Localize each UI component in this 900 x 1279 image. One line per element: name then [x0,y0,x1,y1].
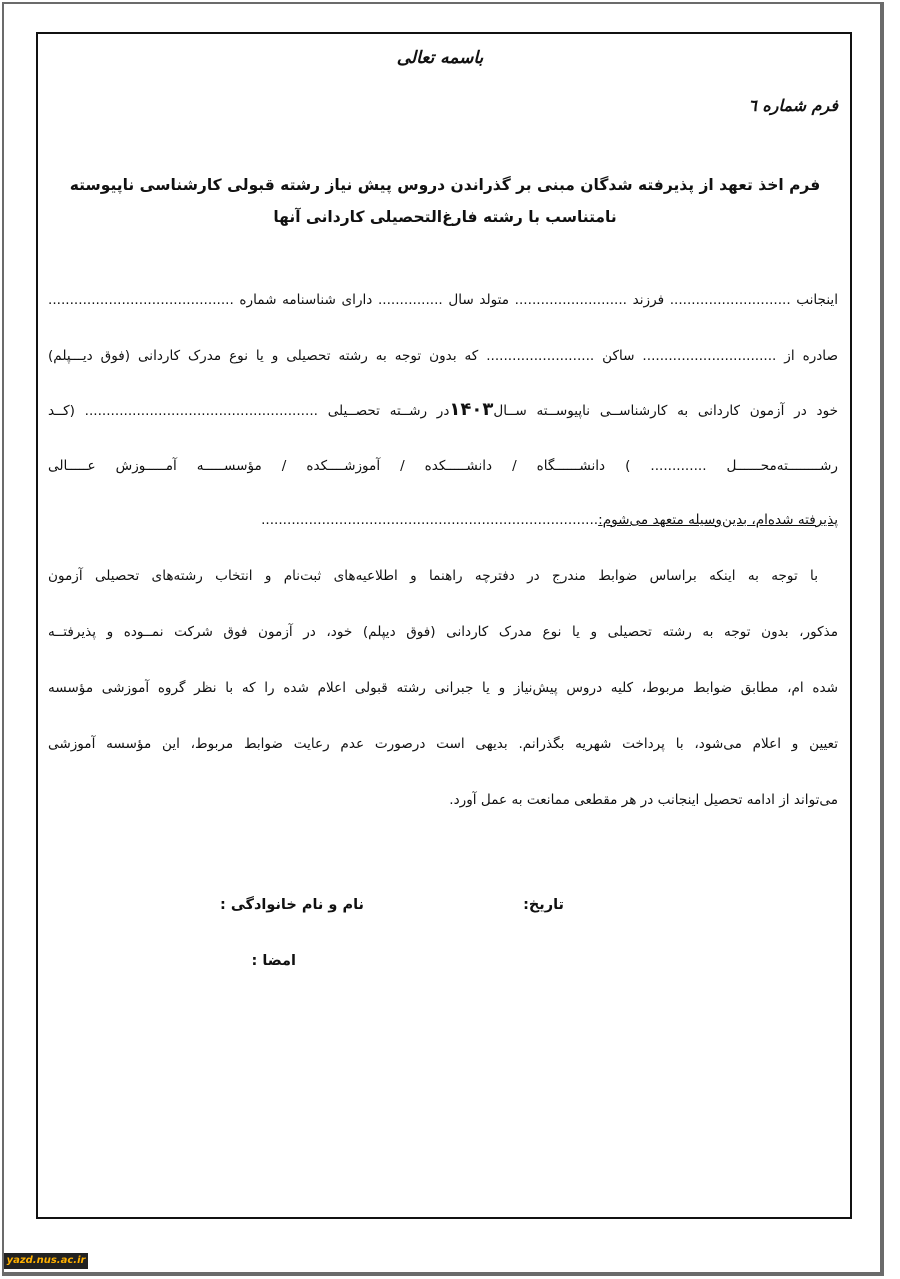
full-name-label: نام و نام خانوادگی : [220,897,364,913]
date-label: تاریخ: [523,897,564,913]
body-line-4: تعیین و اعلام می‌شود، با پرداخت شهریه بگذرانم. بدیهی است درصورت عدم رعایت ضوابط مربوط، این مؤسسه آموزشی [48,736,838,752]
fill-line-3 [48,400,838,421]
fill-line-5 [48,510,838,530]
bismillah-heading: باسمه تعالی [396,48,484,68]
form-title-line-2: نامتناسب با رشته فارغ‌التحصیلی کاردانی آنها [273,208,617,226]
body-line-5: می‌تواند از ادامه تحصیل اینجانب در هر مقطعی ممانعت به عمل آورد. [449,792,838,808]
site-watermark: yazd.nus.ac.ir [4,1253,88,1269]
commitment-statement: پذیرفته شده‌ام، بدین‌وسیله متعهد می‌شوم: [598,512,838,528]
form-title-line-1: فرم اخذ تعهد از پذیرفته شدگان مبنی بر گذراندن دروس پیش نیاز رشته قبولی کارشناسی ناپیوسته [69,176,821,194]
form-number: فرم شماره ٦ [748,96,838,115]
fill-line-4: رشــــــــته‌محــــــل ............. ) دانشــــــگاه / دانشـــــکده / آموزشــــکده / مؤسســـــه آمـــــوزش عـــــالی [48,458,838,474]
fill-line-2: صادره از ............................... ساکن ......................... که بدون توجه به رشته تحصیلی و یا نوع مدرک کاردانی (فوق دیـــپلم) [48,348,838,364]
signature-label: امضا : [251,953,296,969]
fill-line-3-b: در رشــته تحصــیلی ...................................................... (کــد [48,403,450,419]
body-line-2: مذکور، بدون توجه به رشته تحصیلی و یا نوع مدرک کاردانی (فوق دیپلم) خود، در آزمون فوق شرکت نمــوده و پذیرفتــه [48,624,838,640]
body-line-1: با توجه به اینکه براساس ضوابط مندرج در دفترچه راهنما و اطلاعیه‌های ثبت‌نام و انتخاب رشته‌های تحصیلی آزمون [48,568,818,584]
exam-year: ۱۴۰۳ [449,399,494,420]
fill-line-5-dots: .............................................................................. [261,512,599,528]
fill-line-1: اینجانب ............................ فرزند .......................... متولد سال ............... دارای شناسنامه شماره ........................................... [48,292,838,308]
body-line-3: شده ام، مطابق ضوابط مربوط، کلیه دروس پیش‌نیاز و یا جبرانی رشته قبولی اعلام شده را که با نظر گروه آموزشی مؤسسه [48,680,838,696]
fill-line-3-a: خود در آزمون کاردانی به کارشناســی ناپیوســته ســال [493,403,838,419]
